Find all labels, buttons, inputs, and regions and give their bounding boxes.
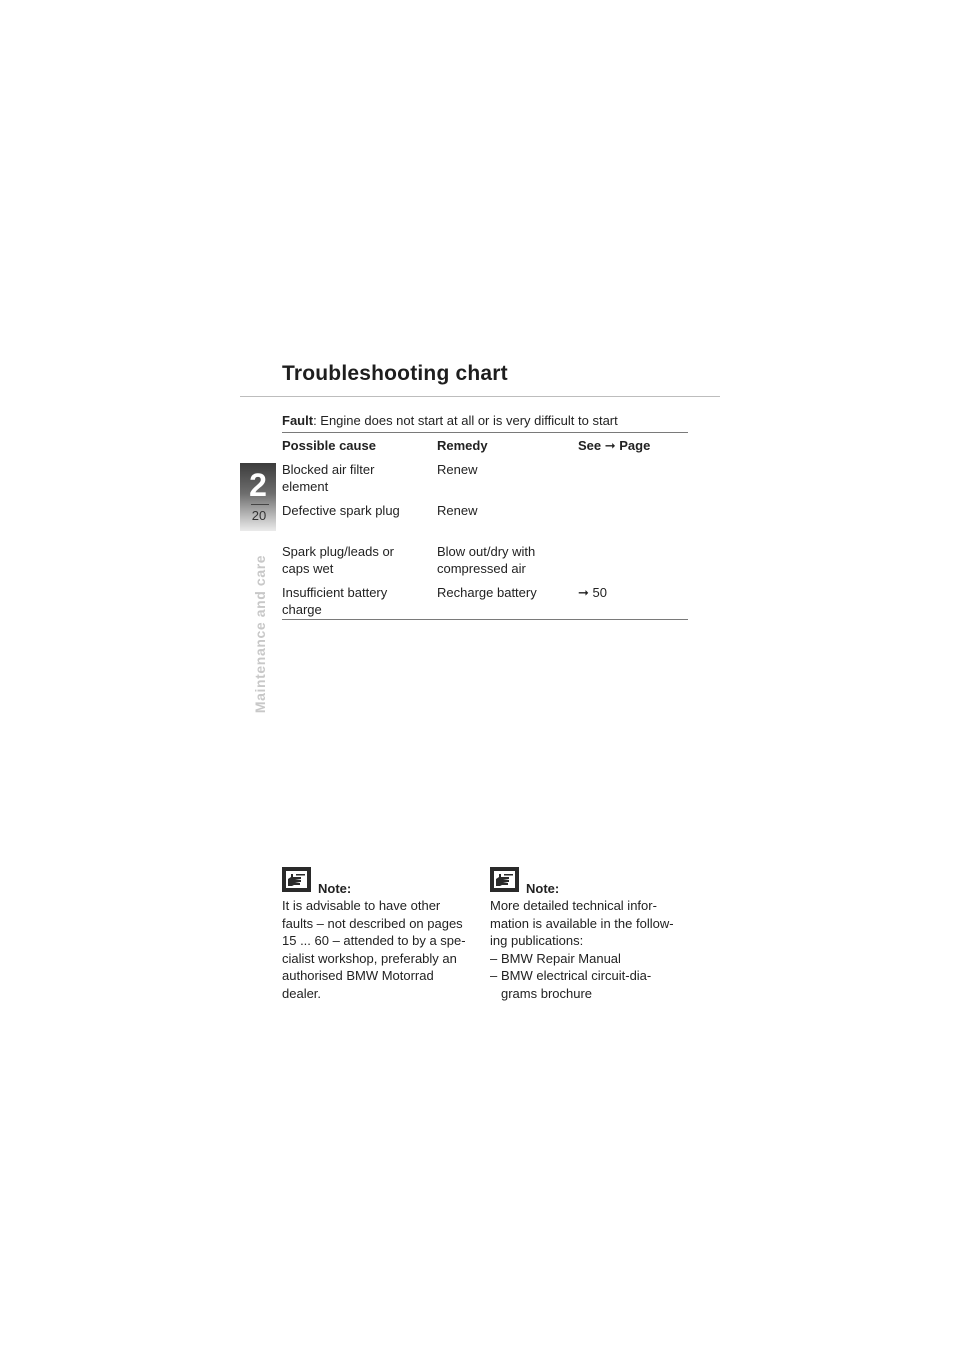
note-1-line: 15 ... 60 – attended to by a spe- (282, 933, 466, 948)
page-number: 20 (251, 508, 267, 523)
chapter-underline (251, 504, 269, 505)
section-side-label: Maintenance and care (252, 554, 268, 714)
note-2-list-item-continuation: grams brochure (501, 985, 593, 1001)
note-1-title: Note: (318, 881, 352, 896)
note-2-list-item (490, 967, 690, 985)
note-2-line: More detailed technical infor- (490, 898, 657, 913)
row-3-remedy: Blow out/dry with compressed air (437, 544, 536, 576)
note-1-line: It is advisable to have other (282, 898, 441, 913)
fault-label: Fault (282, 413, 314, 428)
row-1-remedy: Renew (437, 462, 478, 477)
table-bottom-rule (282, 619, 688, 620)
chapter-tab (240, 463, 276, 531)
note-2-line: ing publications: (490, 933, 584, 948)
row-4-page: ➞ 50 (578, 585, 607, 600)
row-4-remedy: Recharge battery (437, 585, 537, 600)
header-see-page: See ➞ Page (578, 438, 651, 453)
page-title: Troubleshooting chart (282, 362, 508, 385)
fault-text: : Engine does not start at all or is very difficult to start (313, 413, 618, 428)
row-4-cause: Insufficient battery charge (282, 585, 388, 617)
note-1-line: faults – not described on pages (282, 915, 463, 931)
note-1-line: authorised BMW Motorrad (282, 968, 434, 983)
note-2-line: mation is available in the follow- (490, 915, 674, 931)
note-2-body (490, 897, 690, 1002)
list-dash: – (490, 968, 498, 983)
list-dash: – (490, 950, 498, 966)
note-hand-icon (282, 867, 311, 892)
note-2-title: Note: (526, 881, 560, 896)
header-possible-cause: Possible cause (282, 438, 376, 453)
note-1-line: dealer. (282, 985, 322, 1001)
note-1-body (282, 897, 482, 1002)
note-hand-icon (490, 867, 519, 892)
title-rule (240, 396, 720, 397)
row-3-cause: Spark plug/leads or caps wet (282, 544, 395, 576)
table-top-rule (282, 432, 688, 433)
fault-line (282, 413, 618, 428)
row-1-cause: Blocked air filter element (282, 462, 375, 494)
chapter-number: 2 (249, 467, 267, 503)
note-2-list-item (490, 950, 690, 968)
row-2-cause: Defective spark plug (282, 503, 400, 518)
list-item-text: BMW electrical circuit-dia- (501, 968, 652, 983)
header-remedy: Remedy (437, 438, 488, 453)
note-1-line: cialist workshop, preferably an (282, 950, 457, 966)
row-2-remedy: Renew (437, 503, 478, 518)
list-item-text: BMW Repair Manual (501, 950, 621, 966)
